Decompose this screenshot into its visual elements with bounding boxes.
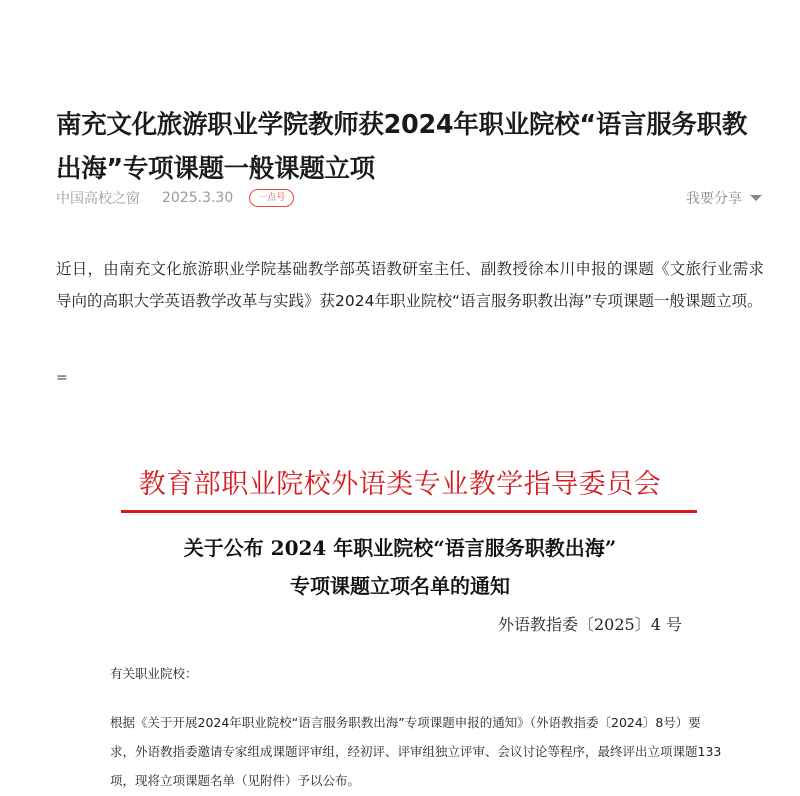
share-button[interactable]: [686, 188, 762, 208]
article-title: 南充文化旅游职业学院教师获2024年职业院校“语言服务职教出海”专项课题一般课题立项: [56, 110, 748, 185]
source-badge: 一点号: [249, 189, 294, 207]
article-meta: [56, 186, 762, 210]
document-number: 外语教指委〔2025〕4 号: [498, 615, 682, 634]
share-label: 我要分享: [686, 191, 742, 207]
red-divider: [121, 510, 697, 513]
issuing-organization: 教育部职业院校外语类专业教学指导委员会: [138, 469, 662, 500]
notice-body: 根据《关于开展2024年职业院校“语言服务职教出海”专项课题申报的通知》（外语教指委〔2024〕8号）要求，外语教指委邀请专家组成课题评审组，经初评、评审组独立评审、会议讨论等程序，最终评出立项课题133项，现将立项课题名单（见附件）予以公布。: [110, 715, 722, 788]
notice-heading-line1: 关于公布 2024 年职业院校“语言服务职教出海”: [183, 536, 617, 560]
salutation: 有关职业院校：: [110, 666, 198, 681]
notice-heading-line2: 专项课题立项名单的通知: [290, 574, 510, 598]
article-paragraph: 近日，由南充文化旅游职业学院基础教学部英语教研室主任、副教授徐本川申报的课题《文旅行业需求导向的高职大学英语教学改革与实践》获2024年职业院校“语言服务职教出海”专项课题一般课题立项。: [56, 260, 764, 310]
chevron-down-icon: [750, 195, 762, 201]
publish-date: 2025.3.30: [162, 190, 234, 206]
separator-text: =: [56, 370, 68, 386]
source-link[interactable]: 中国高校之窗: [56, 191, 140, 207]
notice-document-image: [0, 440, 800, 796]
